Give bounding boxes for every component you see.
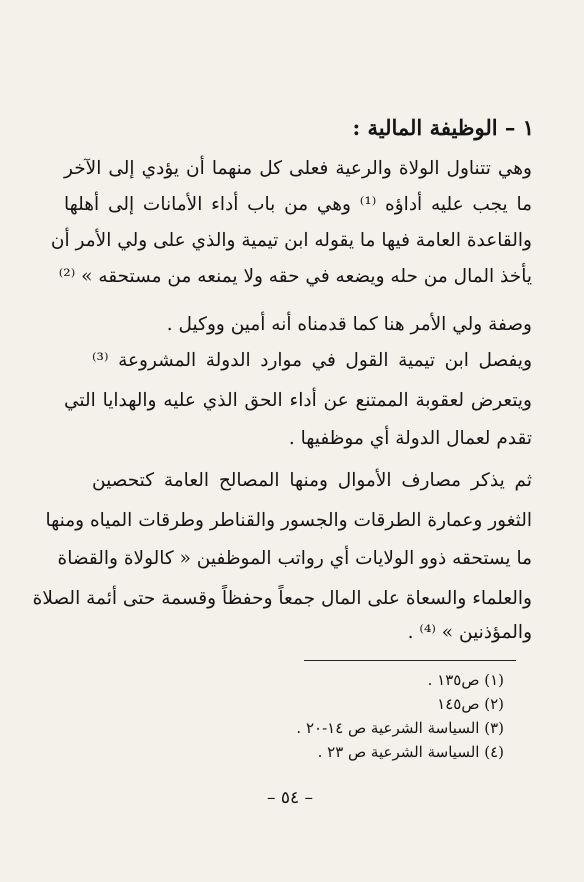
body-line-11: ما يستحقه ذوو الولايات أي رواتب الموظفين « كالولاة والقضاة — [57, 548, 532, 569]
footnote-divider — [304, 660, 516, 661]
body-line-3: والقاعدة العامة فيها ما يقوله ابن تيمية والذي على ولي الأمر أن — [50, 230, 532, 251]
footnote-2: (٢) ص١٤٥ — [437, 695, 504, 713]
body-line-10: الثغور وعمارة الطرقات والجسور والقناطر وطرقات المياه ومنها — [45, 510, 532, 531]
body-line-2: ما يجب عليه أداؤه ⁽¹⁾ وهي من باب أداء الأمانات إلى أهلها — [64, 194, 532, 215]
body-line-13: والمؤذنين » ⁽⁴⁾ . — [407, 622, 532, 643]
body-line-6: ويفصل ابن تيمية القول في موارد الدولة المشروعة ⁽³⁾ — [92, 350, 532, 371]
body-line-9: ثم يذكر مصارف الأموال ومنها المصالح العامة كتحصين — [92, 470, 532, 491]
body-line-1: وهي تتناول الولاة والرعية فعلى كل منهما أن يؤدي إلى الآخر — [64, 158, 532, 179]
body-line-5: وصفة ولي الأمر هنا كما قدمناه أنه أمين ووكيل . — [166, 314, 532, 335]
footnote-4: (٤) السياسة الشرعية ص ٢٣ . — [317, 743, 504, 761]
footnote-1: (١) ص١٣٥ . — [427, 671, 504, 689]
page-number: – ٥٤ – — [266, 788, 314, 808]
footnote-3: (٣) السياسة الشرعية ص ١٤-٢٠ . — [296, 719, 504, 737]
body-line-7: ويتعرض لعقوبة الممتنع عن أداء الحق الذي عليه والهدايا التي — [64, 390, 532, 411]
section-heading: ١ – الوظيفة المالية : — [352, 115, 534, 140]
body-line-8: تقدم لعمال الدولة أي موظفيها . — [288, 428, 532, 449]
body-line-12: والعلماء والسعاة على المال جمعاً وحفظاً وقسمة حتى أئمة الصلاة — [32, 588, 532, 609]
body-line-4: يأخذ المال من حله ويضعه في حقه ولا يمنعه من مستحقه » ⁽²⁾ — [58, 266, 532, 287]
